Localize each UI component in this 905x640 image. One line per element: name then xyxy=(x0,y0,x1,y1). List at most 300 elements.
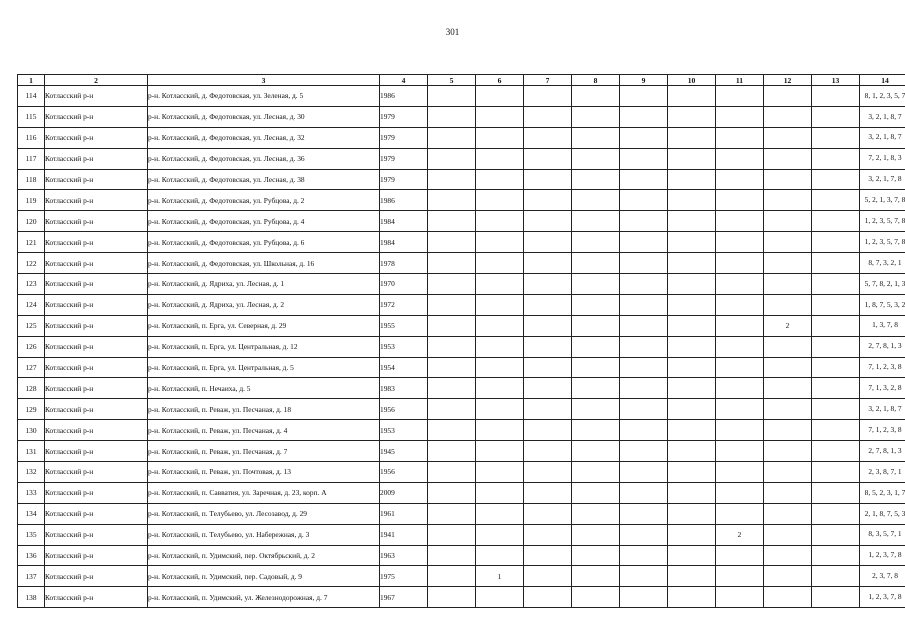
col12-cell xyxy=(764,566,812,587)
col12-cell xyxy=(764,253,812,274)
district-cell: Котласский р-н xyxy=(45,274,148,295)
col13-cell xyxy=(812,482,860,503)
col9-cell xyxy=(620,482,668,503)
col5-cell xyxy=(428,253,476,274)
col6-cell xyxy=(476,378,524,399)
year-cell: 1961 xyxy=(380,503,428,524)
district-cell: Котласский р-н xyxy=(45,524,148,545)
column-header: 12 xyxy=(764,75,812,86)
col14-cell: 7, 1, 2, 3, 8 xyxy=(860,420,905,441)
col6-cell xyxy=(476,503,524,524)
col9-cell xyxy=(620,566,668,587)
col11-cell xyxy=(716,482,764,503)
table-row xyxy=(18,441,905,462)
year-cell: 1978 xyxy=(380,253,428,274)
col10-cell xyxy=(668,315,716,336)
col8-cell xyxy=(572,482,620,503)
district-cell: Котласский р-н xyxy=(45,106,148,127)
col13-cell xyxy=(812,294,860,315)
address-cell: р-н. Котласский, д. Федотовская, ул. Лесная, д. 38 xyxy=(148,169,380,190)
col5-cell xyxy=(428,86,476,107)
col12-cell xyxy=(764,148,812,169)
col13-cell xyxy=(812,399,860,420)
district-cell: Котласский р-н xyxy=(45,566,148,587)
col7-cell xyxy=(524,566,572,587)
col5-cell xyxy=(428,420,476,441)
col8-cell xyxy=(572,566,620,587)
col6-cell xyxy=(476,441,524,462)
col8-cell xyxy=(572,462,620,483)
col14-cell: 7, 2, 1, 8, 3 xyxy=(860,148,905,169)
col11-cell xyxy=(716,336,764,357)
col9-cell xyxy=(620,441,668,462)
column-header: 7 xyxy=(524,75,572,86)
col13-cell xyxy=(812,106,860,127)
col10-cell xyxy=(668,274,716,295)
col13-cell xyxy=(812,566,860,587)
col13-cell xyxy=(812,378,860,399)
row-number-cell: 130 xyxy=(18,420,45,441)
col5-cell xyxy=(428,315,476,336)
col11-cell xyxy=(716,294,764,315)
col7-cell xyxy=(524,211,572,232)
address-cell: р-н. Котласский, п. Савватия, ул. Заречная, д. 23, корп. А xyxy=(148,482,380,503)
col12-cell xyxy=(764,441,812,462)
column-header: 5 xyxy=(428,75,476,86)
col14-cell: 2, 3, 7, 8 xyxy=(860,566,905,587)
col12-cell xyxy=(764,211,812,232)
col8-cell xyxy=(572,503,620,524)
address-cell: р-н. Котласский, п. Удимский, ул. Железнодорожная, д. 7 xyxy=(148,587,380,608)
column-header: 9 xyxy=(620,75,668,86)
row-number-cell: 129 xyxy=(18,399,45,420)
address-cell: р-н. Котласский, д. Федотовская, ул. Рубцова, д. 4 xyxy=(148,211,380,232)
district-cell: Котласский р-н xyxy=(45,378,148,399)
col13-cell xyxy=(812,503,860,524)
column-header: 14 xyxy=(860,75,905,86)
row-number-cell: 118 xyxy=(18,169,45,190)
col14-cell: 7, 1, 2, 3, 8 xyxy=(860,357,905,378)
col8-cell xyxy=(572,587,620,608)
col13-cell xyxy=(812,315,860,336)
col11-cell xyxy=(716,545,764,566)
col7-cell xyxy=(524,232,572,253)
col12-cell xyxy=(764,86,812,107)
address-cell: р-н. Котласский, п. Реваж, ул. Песчаная, д. 4 xyxy=(148,420,380,441)
table-row xyxy=(18,336,905,357)
col12-cell xyxy=(764,420,812,441)
col11-cell xyxy=(716,127,764,148)
year-cell: 1986 xyxy=(380,190,428,211)
address-cell: р-н. Котласский, п. Телубьево, ул. Лесозавод, д. 29 xyxy=(148,503,380,524)
row-number-cell: 134 xyxy=(18,503,45,524)
address-cell: р-н. Котласский, д. Федотовская, ул. Зеленая, д. 5 xyxy=(148,86,380,107)
column-header: 3 xyxy=(148,75,380,86)
col6-cell xyxy=(476,253,524,274)
column-header: 2 xyxy=(45,75,148,86)
col12-cell xyxy=(764,169,812,190)
year-cell: 1954 xyxy=(380,357,428,378)
table-row xyxy=(18,253,905,274)
header-row xyxy=(18,75,905,86)
col6-cell xyxy=(476,336,524,357)
col14-cell: 1, 2, 3, 5, 7, 8 xyxy=(860,211,905,232)
table-row xyxy=(18,566,905,587)
col11-cell xyxy=(716,232,764,253)
col12-cell xyxy=(764,127,812,148)
district-cell: Котласский р-н xyxy=(45,503,148,524)
column-header: 6 xyxy=(476,75,524,86)
year-cell: 2009 xyxy=(380,482,428,503)
col14-cell: 3, 2, 1, 7, 8 xyxy=(860,169,905,190)
district-cell: Котласский р-н xyxy=(45,253,148,274)
col14-cell: 5, 2, 1, 3, 7, 8 xyxy=(860,190,905,211)
column-header: 4 xyxy=(380,75,428,86)
table-row xyxy=(18,399,905,420)
col10-cell xyxy=(668,399,716,420)
col6-cell xyxy=(476,587,524,608)
year-cell: 1983 xyxy=(380,378,428,399)
col10-cell xyxy=(668,462,716,483)
col10-cell xyxy=(668,127,716,148)
table-row xyxy=(18,106,905,127)
district-cell: Котласский р-н xyxy=(45,315,148,336)
col5-cell xyxy=(428,378,476,399)
address-cell: р-н. Котласский, д. Федотовская, ул. Лесная, д. 36 xyxy=(148,148,380,169)
row-number-cell: 116 xyxy=(18,127,45,148)
col14-cell: 3, 2, 1, 8, 7 xyxy=(860,106,905,127)
year-cell: 1953 xyxy=(380,420,428,441)
col9-cell xyxy=(620,253,668,274)
table-row xyxy=(18,232,905,253)
col9-cell xyxy=(620,336,668,357)
col7-cell xyxy=(524,86,572,107)
page-number: 301 xyxy=(445,27,460,37)
col8-cell xyxy=(572,378,620,399)
district-cell: Котласский р-н xyxy=(45,294,148,315)
col8-cell xyxy=(572,524,620,545)
col7-cell xyxy=(524,148,572,169)
col14-cell: 7, 1, 3, 2, 8 xyxy=(860,378,905,399)
col9-cell xyxy=(620,378,668,399)
col12-cell xyxy=(764,399,812,420)
row-number-cell: 123 xyxy=(18,274,45,295)
district-cell: Котласский р-н xyxy=(45,482,148,503)
address-cell: р-н. Котласский, п. Ерга, ул. Центральная, д. 12 xyxy=(148,336,380,357)
col6-cell xyxy=(476,357,524,378)
column-header: 11 xyxy=(716,75,764,86)
col14-cell: 8, 5, 2, 3, 1, 7 xyxy=(860,482,905,503)
col6-cell: 1 xyxy=(476,566,524,587)
col5-cell xyxy=(428,274,476,295)
table-row xyxy=(18,211,905,232)
col10-cell xyxy=(668,524,716,545)
year-cell: 1941 xyxy=(380,524,428,545)
table-row xyxy=(18,587,905,608)
col13-cell xyxy=(812,524,860,545)
col8-cell xyxy=(572,357,620,378)
col6-cell xyxy=(476,462,524,483)
col5-cell xyxy=(428,169,476,190)
col14-cell: 3, 2, 1, 8, 7 xyxy=(860,399,905,420)
address-cell: р-н. Котласский, п. Удимский, пер. Октябрьский, д. 2 xyxy=(148,545,380,566)
col6-cell xyxy=(476,399,524,420)
col5-cell xyxy=(428,441,476,462)
col13-cell xyxy=(812,274,860,295)
address-cell: р-н. Котласский, п. Реваж, ул. Почтовая, д. 13 xyxy=(148,462,380,483)
col9-cell xyxy=(620,211,668,232)
col13-cell xyxy=(812,587,860,608)
col7-cell xyxy=(524,503,572,524)
col14-cell: 2, 1, 8, 7, 5, 3 xyxy=(860,503,905,524)
row-number-cell: 125 xyxy=(18,315,45,336)
col11-cell xyxy=(716,503,764,524)
col14-cell: 8, 3, 5, 7, 1 xyxy=(860,524,905,545)
col5-cell xyxy=(428,190,476,211)
col9-cell xyxy=(620,86,668,107)
district-cell: Котласский р-н xyxy=(45,587,148,608)
col10-cell xyxy=(668,232,716,253)
col13-cell xyxy=(812,357,860,378)
col8-cell xyxy=(572,420,620,441)
col9-cell xyxy=(620,357,668,378)
year-cell: 1972 xyxy=(380,294,428,315)
col14-cell: 5, 7, 8, 2, 1, 3 xyxy=(860,274,905,295)
col11-cell xyxy=(716,106,764,127)
col5-cell xyxy=(428,148,476,169)
col5-cell xyxy=(428,106,476,127)
col13-cell xyxy=(812,336,860,357)
district-cell: Котласский р-н xyxy=(45,148,148,169)
col6-cell xyxy=(476,294,524,315)
address-cell: р-н. Котласский, п. Ерга, ул. Северная, д. 29 xyxy=(148,315,380,336)
year-cell: 1956 xyxy=(380,399,428,420)
row-number-cell: 135 xyxy=(18,524,45,545)
col12-cell xyxy=(764,482,812,503)
address-cell: р-н. Котласский, п. Телубьево, ул. Набережная, д. 3 xyxy=(148,524,380,545)
col7-cell xyxy=(524,524,572,545)
table-row xyxy=(18,524,905,545)
col9-cell xyxy=(620,190,668,211)
address-cell: р-н. Котласский, п. Ерга, ул. Центральная, д. 5 xyxy=(148,357,380,378)
col7-cell xyxy=(524,545,572,566)
col14-cell: 1, 8, 7, 5, 3, 2 xyxy=(860,294,905,315)
year-cell: 1986 xyxy=(380,86,428,107)
col6-cell xyxy=(476,315,524,336)
table-row xyxy=(18,294,905,315)
col13-cell xyxy=(812,441,860,462)
col7-cell xyxy=(524,462,572,483)
col14-cell: 3, 2, 1, 8, 7 xyxy=(860,127,905,148)
col9-cell xyxy=(620,294,668,315)
col7-cell xyxy=(524,336,572,357)
col8-cell xyxy=(572,211,620,232)
col5-cell xyxy=(428,503,476,524)
col5-cell xyxy=(428,587,476,608)
col14-cell: 1, 2, 3, 5, 7, 8 xyxy=(860,232,905,253)
col7-cell xyxy=(524,169,572,190)
col6-cell xyxy=(476,232,524,253)
year-cell: 1979 xyxy=(380,106,428,127)
year-cell: 1963 xyxy=(380,545,428,566)
row-number-cell: 122 xyxy=(18,253,45,274)
table-row xyxy=(18,420,905,441)
year-cell: 1984 xyxy=(380,211,428,232)
table-body xyxy=(18,86,905,608)
col6-cell xyxy=(476,148,524,169)
col14-cell: 1, 3, 7, 8 xyxy=(860,315,905,336)
col7-cell xyxy=(524,127,572,148)
row-number-cell: 120 xyxy=(18,211,45,232)
year-cell: 1975 xyxy=(380,566,428,587)
col8-cell xyxy=(572,86,620,107)
col11-cell xyxy=(716,587,764,608)
district-cell: Котласский р-н xyxy=(45,399,148,420)
col11-cell xyxy=(716,441,764,462)
col8-cell xyxy=(572,294,620,315)
col9-cell xyxy=(620,420,668,441)
col10-cell xyxy=(668,482,716,503)
col7-cell xyxy=(524,357,572,378)
col12-cell xyxy=(764,106,812,127)
col10-cell xyxy=(668,169,716,190)
table-row xyxy=(18,127,905,148)
col13-cell xyxy=(812,420,860,441)
column-header: 13 xyxy=(812,75,860,86)
col11-cell xyxy=(716,566,764,587)
col14-cell: 1, 2, 3, 7, 8 xyxy=(860,587,905,608)
col5-cell xyxy=(428,545,476,566)
col7-cell xyxy=(524,190,572,211)
col6-cell xyxy=(476,86,524,107)
table-row xyxy=(18,169,905,190)
row-number-cell: 117 xyxy=(18,148,45,169)
col7-cell xyxy=(524,441,572,462)
year-cell: 1984 xyxy=(380,232,428,253)
col13-cell xyxy=(812,545,860,566)
col8-cell xyxy=(572,336,620,357)
col6-cell xyxy=(476,127,524,148)
col10-cell xyxy=(668,106,716,127)
col6-cell xyxy=(476,190,524,211)
col9-cell xyxy=(620,232,668,253)
col6-cell xyxy=(476,274,524,295)
col7-cell xyxy=(524,274,572,295)
col8-cell xyxy=(572,545,620,566)
col5-cell xyxy=(428,462,476,483)
col14-cell: 2, 7, 8, 1, 3 xyxy=(860,441,905,462)
district-cell: Котласский р-н xyxy=(45,211,148,232)
district-cell: Котласский р-н xyxy=(45,545,148,566)
col7-cell xyxy=(524,378,572,399)
col6-cell xyxy=(476,545,524,566)
col14-cell: 2, 7, 8, 1, 3 xyxy=(860,336,905,357)
col6-cell xyxy=(476,211,524,232)
col9-cell xyxy=(620,587,668,608)
address-cell: р-н. Котласский, д. Федотовская, ул. Рубцова, д. 6 xyxy=(148,232,380,253)
table-row xyxy=(18,378,905,399)
table-row xyxy=(18,315,905,336)
col8-cell xyxy=(572,274,620,295)
col9-cell xyxy=(620,462,668,483)
col12-cell xyxy=(764,294,812,315)
col11-cell xyxy=(716,357,764,378)
table-row xyxy=(18,482,905,503)
address-cell: р-н. Котласский, д. Ядриха, ул. Лесная, д. 1 xyxy=(148,274,380,295)
col6-cell xyxy=(476,482,524,503)
column-header: 8 xyxy=(572,75,620,86)
col8-cell xyxy=(572,399,620,420)
col7-cell xyxy=(524,253,572,274)
row-number-cell: 138 xyxy=(18,587,45,608)
col10-cell xyxy=(668,441,716,462)
col12-cell xyxy=(764,462,812,483)
col11-cell xyxy=(716,253,764,274)
row-number-cell: 137 xyxy=(18,566,45,587)
col11-cell xyxy=(716,190,764,211)
address-cell: р-н. Котласский, п. Нечаиха, д. 5 xyxy=(148,378,380,399)
col7-cell xyxy=(524,315,572,336)
col11-cell xyxy=(716,378,764,399)
col10-cell xyxy=(668,378,716,399)
col10-cell xyxy=(668,357,716,378)
col13-cell xyxy=(812,127,860,148)
year-cell: 1970 xyxy=(380,274,428,295)
col5-cell xyxy=(428,336,476,357)
col12-cell xyxy=(764,524,812,545)
district-cell: Котласский р-н xyxy=(45,169,148,190)
col11-cell xyxy=(716,169,764,190)
row-number-cell: 136 xyxy=(18,545,45,566)
col8-cell xyxy=(572,127,620,148)
col14-cell: 2, 3, 8, 7, 1 xyxy=(860,462,905,483)
col8-cell xyxy=(572,232,620,253)
col8-cell xyxy=(572,169,620,190)
col10-cell xyxy=(668,253,716,274)
col11-cell xyxy=(716,420,764,441)
row-number-cell: 124 xyxy=(18,294,45,315)
col8-cell xyxy=(572,106,620,127)
col7-cell xyxy=(524,294,572,315)
year-cell: 1979 xyxy=(380,127,428,148)
address-cell: р-н. Котласский, д. Федотовская, ул. Лесная, д. 32 xyxy=(148,127,380,148)
district-cell: Котласский р-н xyxy=(45,462,148,483)
col14-cell: 1, 2, 3, 7, 8 xyxy=(860,545,905,566)
address-cell: р-н. Котласский, д. Ядриха, ул. Лесная, д. 2 xyxy=(148,294,380,315)
year-cell: 1967 xyxy=(380,587,428,608)
col12-cell: 2 xyxy=(764,315,812,336)
row-number-cell: 128 xyxy=(18,378,45,399)
col5-cell xyxy=(428,294,476,315)
row-number-cell: 132 xyxy=(18,462,45,483)
table-row xyxy=(18,503,905,524)
col12-cell xyxy=(764,190,812,211)
col11-cell xyxy=(716,86,764,107)
col11-cell xyxy=(716,462,764,483)
col8-cell xyxy=(572,253,620,274)
col8-cell xyxy=(572,441,620,462)
col8-cell xyxy=(572,315,620,336)
col10-cell xyxy=(668,503,716,524)
col13-cell xyxy=(812,148,860,169)
col12-cell xyxy=(764,587,812,608)
col9-cell xyxy=(620,106,668,127)
col9-cell xyxy=(620,148,668,169)
col5-cell xyxy=(428,566,476,587)
col7-cell xyxy=(524,399,572,420)
year-cell: 1945 xyxy=(380,441,428,462)
col10-cell xyxy=(668,148,716,169)
